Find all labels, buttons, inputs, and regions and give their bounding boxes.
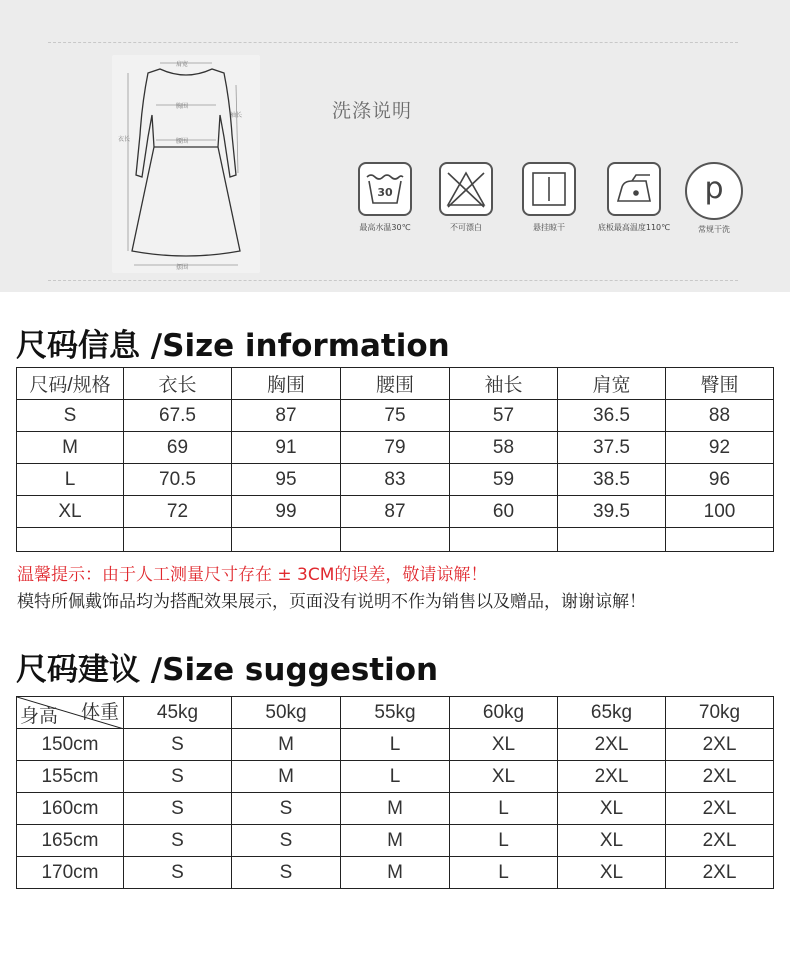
table-cell: 91 <box>232 432 341 464</box>
table-row-empty <box>17 528 774 552</box>
table-cell: 37.5 <box>558 432 666 464</box>
height-cell: 155cm <box>17 761 124 793</box>
size-info-title: 尺码信息 /Size information <box>16 328 450 364</box>
table-cell <box>124 528 232 552</box>
table-cell: S <box>232 825 341 857</box>
table-cell <box>17 528 124 552</box>
table-cell: XL <box>17 496 124 528</box>
header-waist: 腰围 <box>341 368 450 400</box>
label-hem: 摆围 <box>176 264 189 271</box>
care-title: 洗涤说明 <box>331 100 412 122</box>
care-banner <box>0 0 790 292</box>
table-cell: 39.5 <box>558 496 666 528</box>
iron-icon <box>607 162 661 216</box>
table-cell: XL <box>450 761 558 793</box>
header-weight: 70kg <box>666 697 774 729</box>
table-row <box>17 857 774 889</box>
table-row <box>17 432 774 464</box>
label-length: 衣长 <box>118 136 131 143</box>
header-sleeve: 袖长 <box>450 368 558 400</box>
table-cell: 95 <box>232 464 341 496</box>
table-row <box>17 464 774 496</box>
table-cell: 92 <box>666 432 774 464</box>
table-cell: 36.5 <box>558 400 666 432</box>
table-cell: 88 <box>666 400 774 432</box>
label-sleeve: 袖长 <box>230 112 243 119</box>
no-bleach-icon <box>439 162 493 216</box>
table-cell: S <box>232 857 341 889</box>
table-cell: 2XL <box>666 793 774 825</box>
table-cell: L <box>450 825 558 857</box>
table-cell: 96 <box>666 464 774 496</box>
care-dry-clean <box>664 162 764 235</box>
table-cell: 60 <box>450 496 558 528</box>
label-shoulder: 肩宽 <box>176 61 189 68</box>
hang-dry-icon <box>522 162 576 216</box>
table-cell: XL <box>558 857 666 889</box>
height-cell: 170cm <box>17 857 124 889</box>
table-cell <box>450 528 558 552</box>
table-cell: M <box>341 857 450 889</box>
table-cell: XL <box>558 825 666 857</box>
header-hip: 臀围 <box>666 368 774 400</box>
table-cell: S <box>124 729 232 761</box>
header-weight: 55kg <box>341 697 450 729</box>
table-cell: 38.5 <box>558 464 666 496</box>
table-row <box>17 496 774 528</box>
table-cell: M <box>341 825 450 857</box>
table-cell: 70.5 <box>124 464 232 496</box>
header-shoulder: 肩宽 <box>558 368 666 400</box>
table-cell: M <box>232 761 341 793</box>
corner-header-cell <box>17 697 124 729</box>
header-size: 尺码/规格 <box>17 368 124 400</box>
table-cell: L <box>341 761 450 793</box>
size-suggestion-table <box>16 696 774 889</box>
table-cell: 67.5 <box>124 400 232 432</box>
table-cell: S <box>124 825 232 857</box>
table-cell: 99 <box>232 496 341 528</box>
table-cell: 2XL <box>558 761 666 793</box>
table-cell: 2XL <box>666 729 774 761</box>
table-cell: S <box>232 793 341 825</box>
table-cell: 100 <box>666 496 774 528</box>
header-weight: 50kg <box>232 697 341 729</box>
table-cell: 2XL <box>666 857 774 889</box>
corner-label-height: 身高 <box>20 706 59 727</box>
care-label-hang: 悬挂晾干 <box>533 223 565 232</box>
care-label-dry-clean: 常规干洗 <box>698 225 730 234</box>
header-weight: 60kg <box>450 697 558 729</box>
table-cell: 79 <box>341 432 450 464</box>
table-cell: 75 <box>341 400 450 432</box>
table-cell: M <box>341 793 450 825</box>
height-cell: 165cm <box>17 825 124 857</box>
table-cell: 57 <box>450 400 558 432</box>
table-cell: XL <box>450 729 558 761</box>
divider-top <box>48 42 738 43</box>
divider-bottom <box>48 280 738 281</box>
table-cell: 69 <box>124 432 232 464</box>
care-label-iron: 底板最高温度110℃ <box>597 223 671 232</box>
corner-label-weight: 体重 <box>80 702 119 723</box>
table-cell: 58 <box>450 432 558 464</box>
table-cell: 83 <box>341 464 450 496</box>
wash-30-icon <box>358 162 412 216</box>
table-header-row <box>17 368 774 400</box>
table-cell: L <box>341 729 450 761</box>
table-cell: L <box>450 857 558 889</box>
size-suggestion-title: 尺码建议 /Size suggestion <box>16 652 439 688</box>
dry-clean-icon: p <box>685 162 743 220</box>
care-label-wash: 最高水温30℃ <box>359 223 411 232</box>
table-row <box>17 400 774 432</box>
table-cell: L <box>17 464 124 496</box>
table-cell: S <box>124 857 232 889</box>
table-cell: XL <box>558 793 666 825</box>
accessory-disclaimer: 模特所佩戴饰品均为搭配效果展示，页面没有说明不作为销售以及赠品，谢谢谅解！ <box>17 592 646 612</box>
size-info-table <box>16 367 774 552</box>
table-cell: M <box>17 432 124 464</box>
table-cell: 2XL <box>666 761 774 793</box>
table-cell: L <box>450 793 558 825</box>
table-cell <box>232 528 341 552</box>
height-cell: 160cm <box>17 793 124 825</box>
table-cell: 2XL <box>558 729 666 761</box>
table-cell: S <box>17 400 124 432</box>
header-weight: 65kg <box>558 697 666 729</box>
table-cell: 72 <box>124 496 232 528</box>
table-cell: 87 <box>232 400 341 432</box>
label-waist: 腰围 <box>176 138 189 145</box>
table-cell: S <box>124 793 232 825</box>
table-row <box>17 761 774 793</box>
table-cell: M <box>232 729 341 761</box>
table-header-row <box>17 697 774 729</box>
table-cell: 2XL <box>666 825 774 857</box>
header-chest: 胸围 <box>232 368 341 400</box>
table-cell <box>558 528 666 552</box>
table-row <box>17 793 774 825</box>
measurement-warning: 温馨提示：由于人工测量尺寸存在 ± 3CM的误差，敬请谅解！ <box>17 565 488 585</box>
table-row <box>17 729 774 761</box>
care-label-bleach: 不可漂白 <box>450 223 482 232</box>
label-chest: 胸围 <box>176 103 189 110</box>
table-cell <box>341 528 450 552</box>
table-cell <box>666 528 774 552</box>
height-cell: 150cm <box>17 729 124 761</box>
table-cell: 59 <box>450 464 558 496</box>
table-cell: 87 <box>341 496 450 528</box>
dress-measurement-diagram <box>112 55 260 273</box>
table-cell: S <box>124 761 232 793</box>
table-row <box>17 825 774 857</box>
header-weight: 45kg <box>124 697 232 729</box>
header-length: 衣长 <box>124 368 232 400</box>
svg-text:30: 30 <box>377 186 393 199</box>
